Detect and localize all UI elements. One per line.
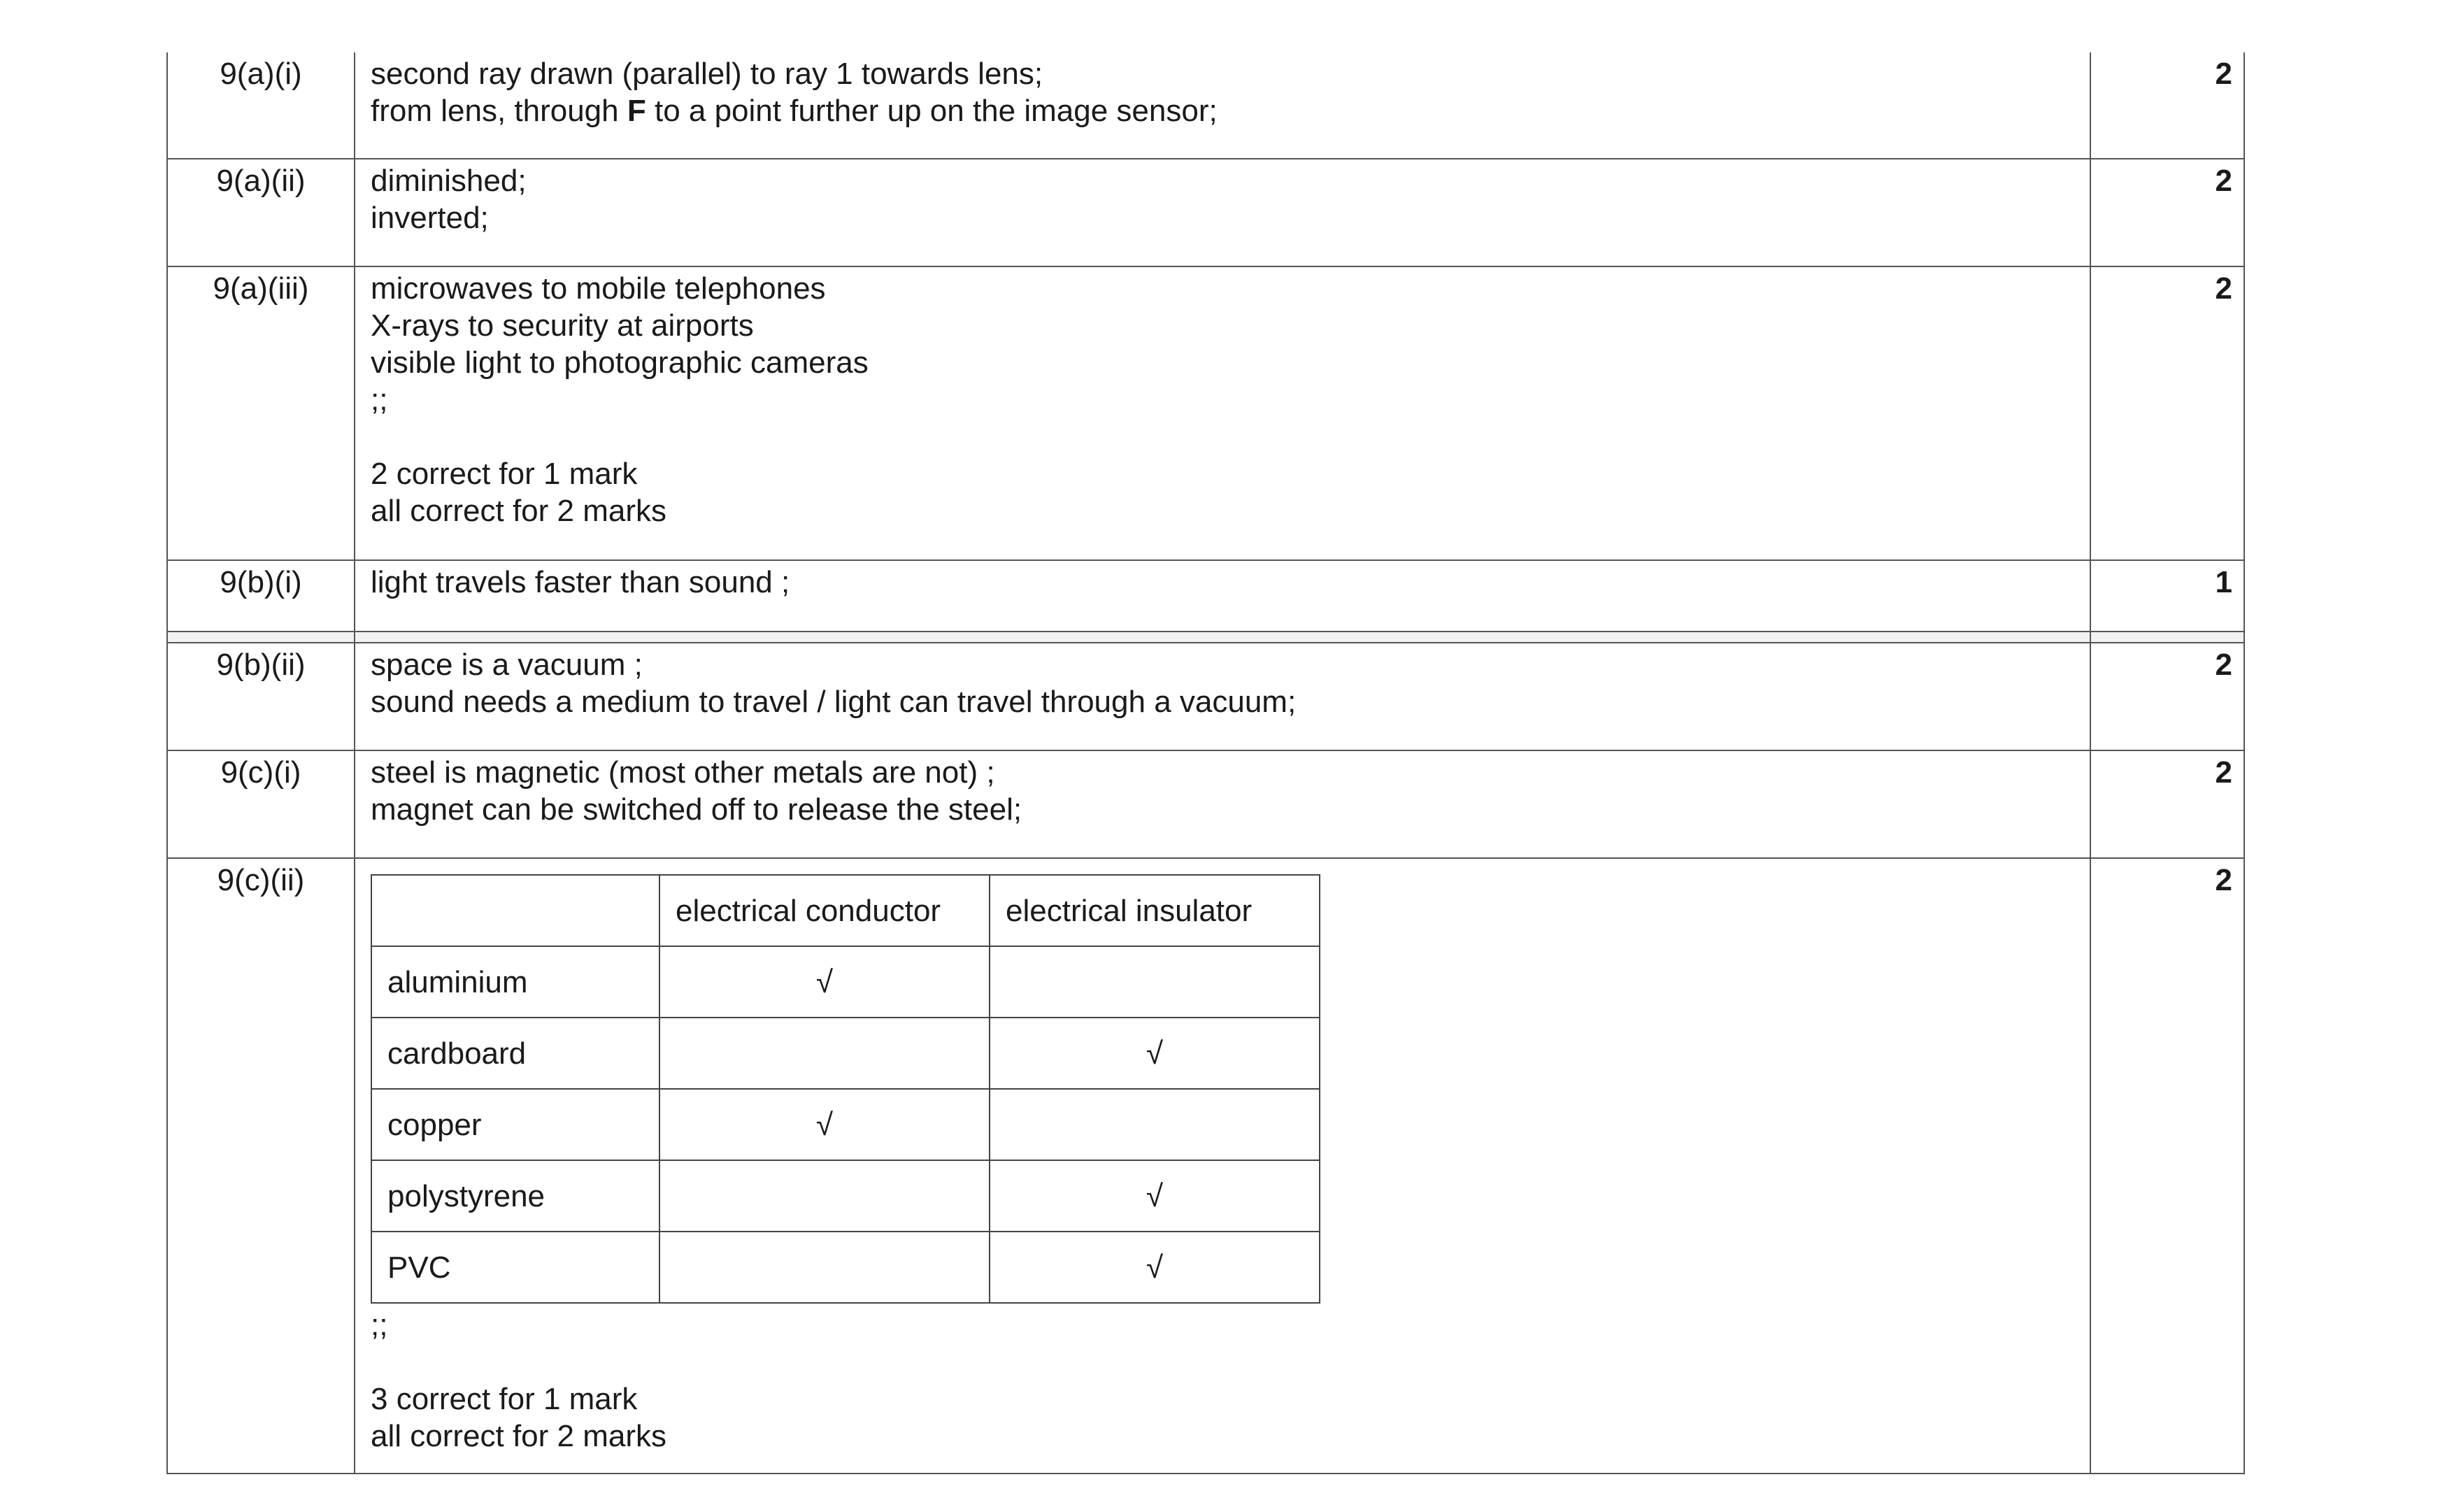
marking-note: all correct for 2 marks [371,494,666,528]
materials-header-row [371,875,1320,946]
question-number: 9(a)(ii) [167,159,355,266]
mark-scheme-table [166,52,2245,1474]
question-number: 9(b)(ii) [167,643,355,750]
answer-line: magnet can be switched off to release the steel; [371,792,1022,827]
answer-line: diminished; [371,164,527,198]
answer-text: from lens, through [371,94,627,128]
insulator-tick: √ [990,1232,1320,1303]
conductor-tick [659,1232,990,1303]
question-number: 9(b)(i) [167,560,355,632]
spacer [371,418,2090,455]
insulator-tick: √ [990,1018,1320,1089]
separator-cell [2090,632,2244,643]
materials-table [371,874,1320,1304]
marks-value: 1 [2090,560,2244,632]
materials-row [371,946,1320,1018]
answer-line: sound needs a medium to travel / light can travel through a vacuum; [371,685,1297,719]
insulator-tick [990,946,1320,1018]
answer-line: light travels faster than sound ; [371,565,790,599]
table-row [167,560,2244,632]
table-row [167,858,2244,1474]
answer-cell [355,52,2090,159]
table-row [167,643,2244,750]
materials-row [371,1232,1320,1303]
header-conductor: electrical conductor [659,875,990,946]
table-row [167,159,2244,266]
answer-cell [355,560,2090,632]
material-name: PVC [371,1232,659,1303]
answer-cell [355,750,2090,858]
answer-line: X-rays to security at airports [371,308,754,343]
material-name: copper [371,1089,659,1160]
answer-cell [355,858,2090,1474]
answer-line: steel is magnetic (most other metals are not) ; [371,755,995,790]
insulator-tick [990,1089,1320,1160]
mark-scheme-page [166,52,2243,1474]
header-blank [371,875,659,946]
question-number: 9(c)(ii) [167,858,355,1474]
question-number: 9(a)(i) [167,52,355,159]
insulator-tick: √ [990,1160,1320,1232]
answer-line: ;; [371,383,388,417]
separator-cell [167,632,355,643]
marks-value: 2 [2090,858,2244,1474]
material-name: cardboard [371,1018,659,1089]
focal-point-symbol: F [627,94,646,128]
marking-note: 2 correct for 1 mark [371,457,638,491]
materials-row [371,1089,1320,1160]
material-name: polystyrene [371,1160,659,1232]
answer-line: inverted; [371,201,489,235]
marks-value: 2 [2090,266,2244,560]
answer-line: ;; [371,1308,388,1342]
marks-value: 2 [2090,643,2244,750]
answer-line: microwaves to mobile telephones [371,271,826,306]
answer-cell [355,266,2090,560]
answer-cell [355,159,2090,266]
answer-line [371,92,2090,129]
spacer [371,1343,2090,1381]
marks-value: 2 [2090,750,2244,858]
table-row [167,750,2244,858]
answer-line: visible light to photographic cameras [371,345,869,380]
marking-note: 3 correct for 1 mark [371,1382,638,1416]
conductor-tick [659,1160,990,1232]
page-break-separator [167,632,2244,643]
separator-cell [355,632,2090,643]
answer-line: second ray drawn (parallel) to ray 1 towards lens; [371,57,1043,91]
materials-row [371,1018,1320,1089]
table-row [167,52,2244,159]
materials-row [371,1160,1320,1232]
conductor-tick [659,1018,990,1089]
marks-value: 2 [2090,52,2244,159]
header-insulator: electrical insulator [990,875,1320,946]
answer-text: to a point further up on the image sensor; [645,94,1218,128]
answer-line: space is a vacuum ; [371,648,643,682]
table-row [167,266,2244,560]
marking-note: all correct for 2 marks [371,1419,666,1453]
question-number: 9(c)(i) [167,750,355,858]
conductor-tick: √ [659,1089,990,1160]
answer-cell [355,643,2090,750]
material-name: aluminium [371,946,659,1018]
conductor-tick: √ [659,946,990,1018]
marks-value: 2 [2090,159,2244,266]
question-number: 9(a)(iii) [167,266,355,560]
